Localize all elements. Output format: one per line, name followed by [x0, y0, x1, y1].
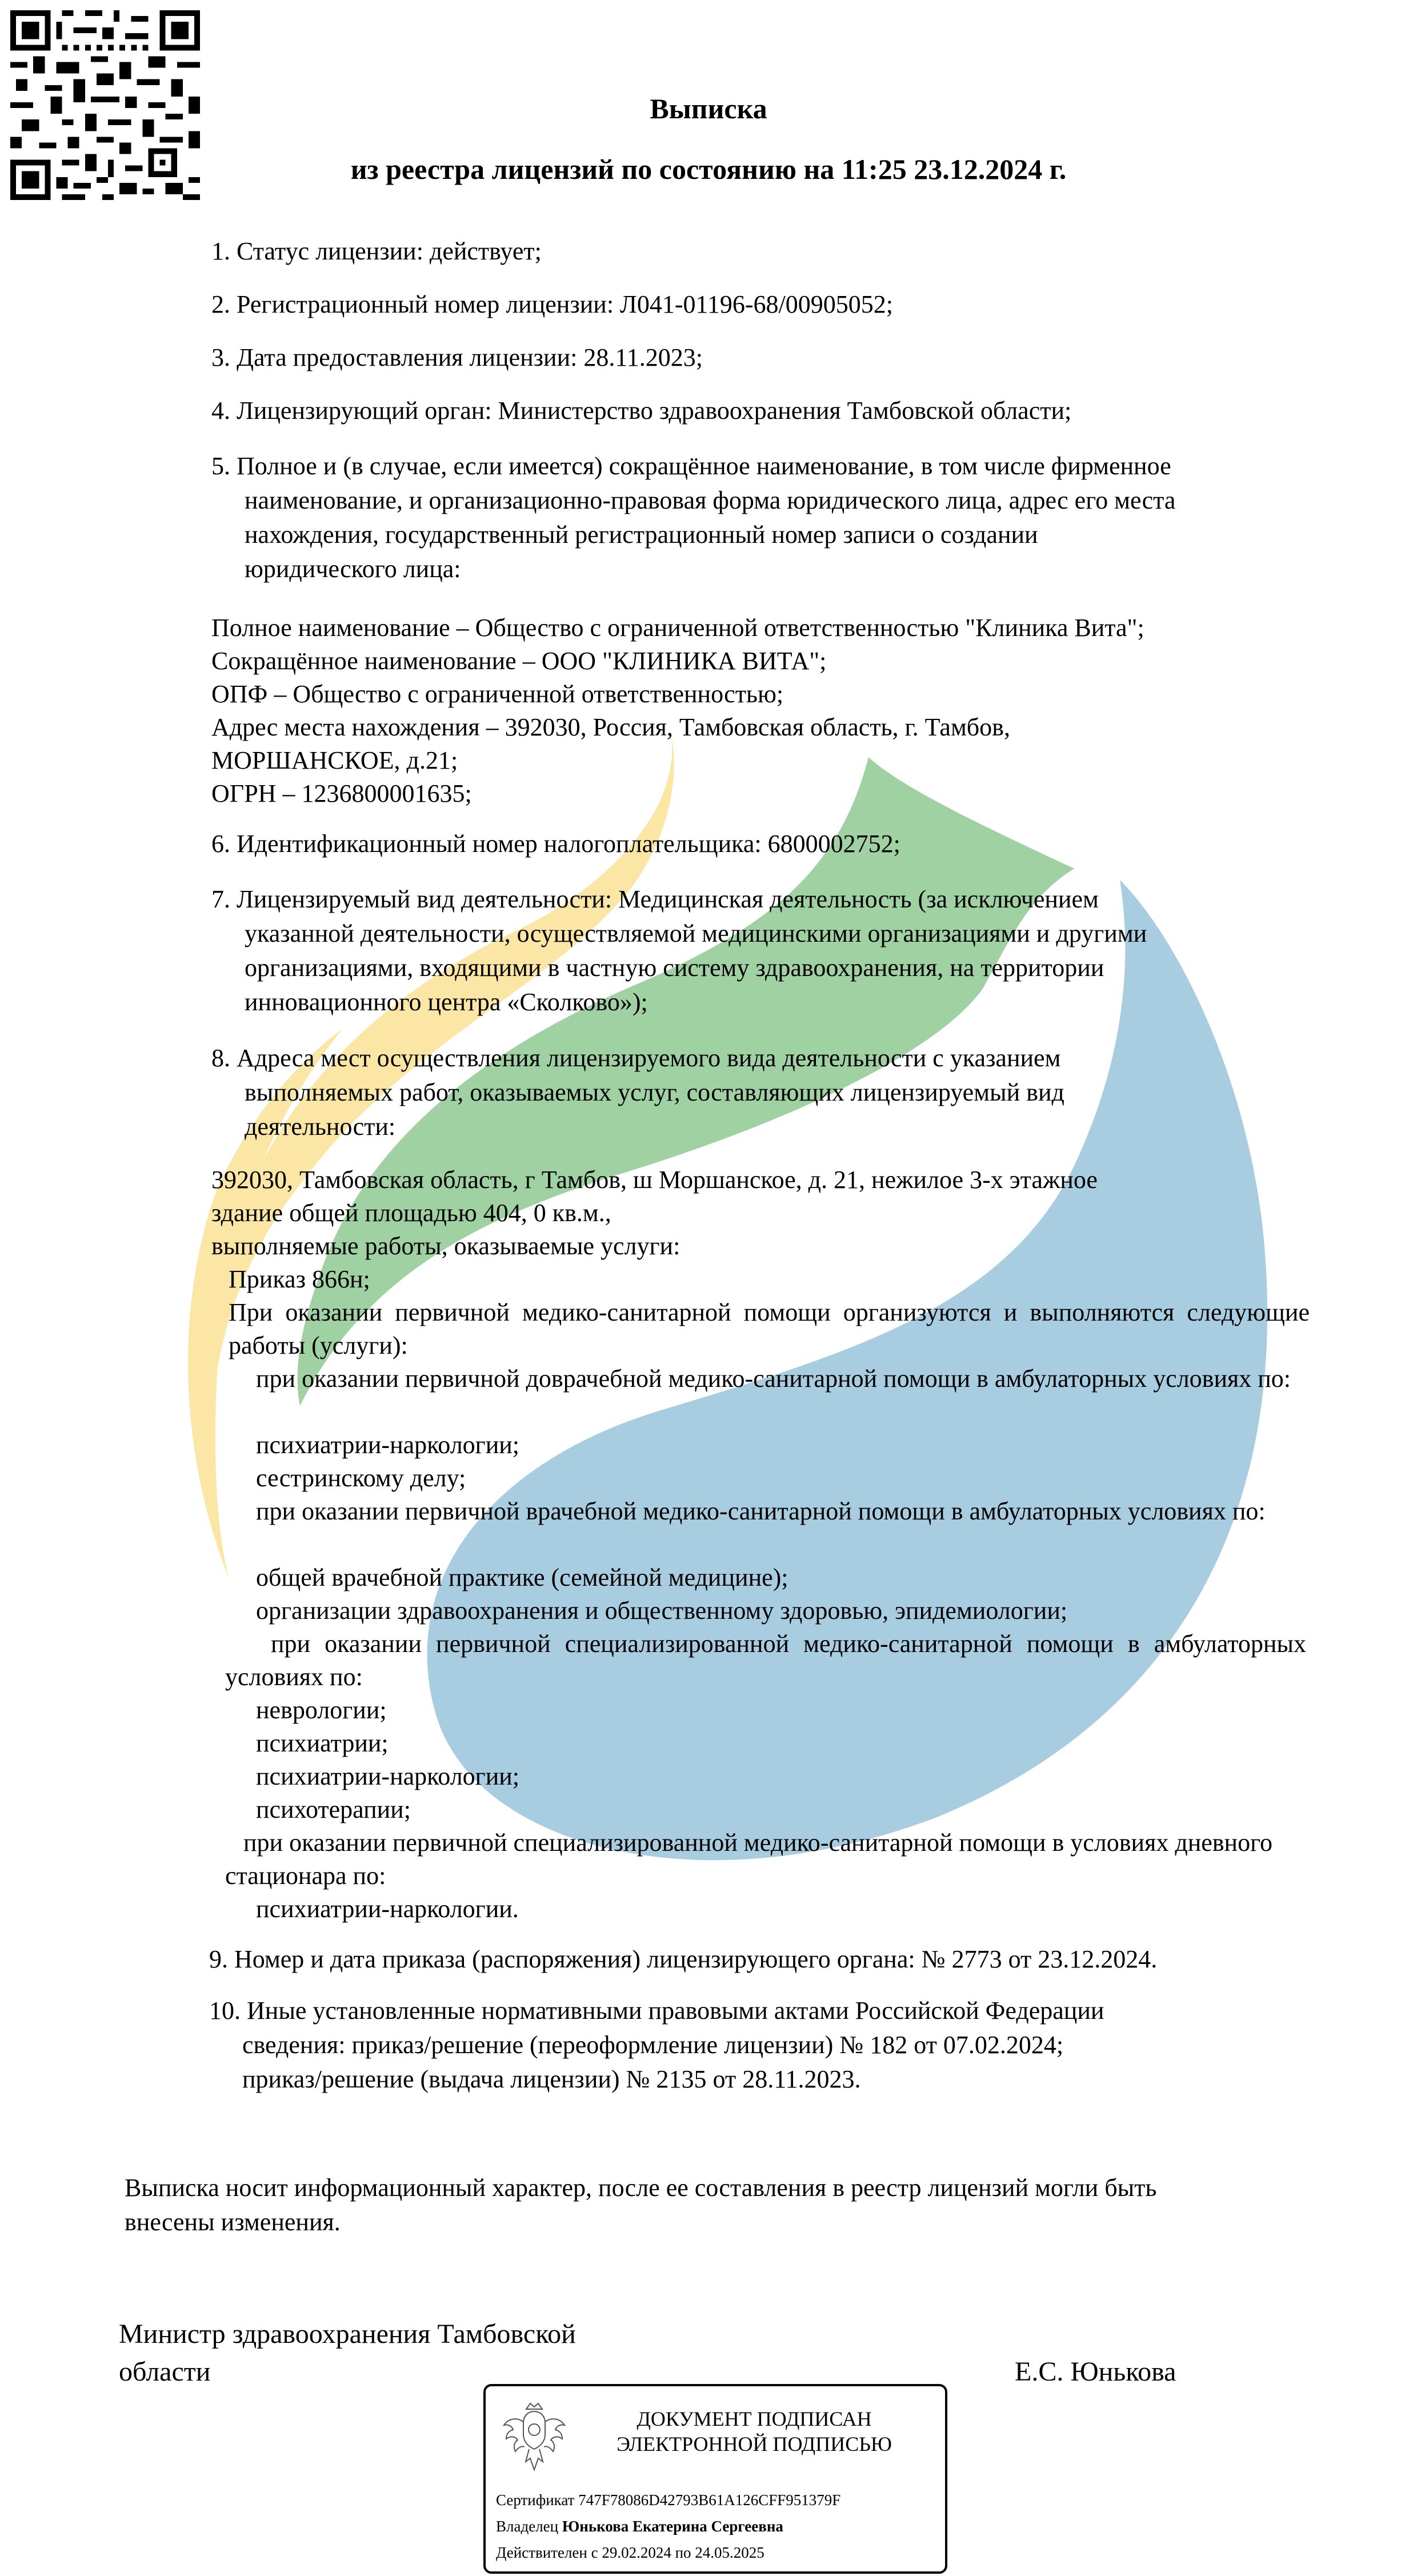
doctor-care: при оказании первичной врачебной медико-санитарной помощи в амбулаторных условиях по: [256, 1497, 1266, 1525]
license-status: 1. Статус лицензии: действует; [211, 237, 542, 265]
electronic-signature-stamp [483, 2384, 947, 2574]
owner-value: Юнькова Екатерина Сергеевна [562, 2518, 783, 2535]
item-8-line-3: деятельности: [245, 1113, 396, 1141]
notice-line-1: Выписка носит информационный характер, после ее составления в реестр лицензий могли быть [125, 2174, 1157, 2202]
day-hospital-care: при оказании первичной специализированной медико-санитарной помощи в условиях дневного стационара по: [225, 1829, 1273, 1890]
service-item: сестринскому делу; [256, 1464, 466, 1492]
service-item: психиатрии-наркологии; [256, 1431, 520, 1459]
document-subtitle: из реестра лицензий по состоянию на 11:25 23.12.2024 г. [350, 153, 1067, 185]
org-address-line-2: МОРШАНСКОЕ, д.21; [211, 746, 458, 774]
validity-label: Действителен [496, 2544, 587, 2561]
certificate-label: Сертификат [496, 2491, 575, 2509]
item-5-line-3: нахождения, государственный регистрационный номер записи о создании [245, 521, 1038, 549]
service-item: организации здравоохранения и общественному здоровью, эпидемиологии; [256, 1597, 1068, 1625]
service-item: неврологии; [256, 1696, 387, 1724]
notice-line-2: внесены изменения. [125, 2208, 341, 2236]
item-7-line-3: организациями, входящими в частную систему здравоохранения, на территории [245, 954, 1104, 982]
stamp-title-line-2: ЭЛЕКТРОННОЙ ПОДПИСЬЮ [617, 2433, 892, 2455]
signatory-position-line-1: Министр здравоохранения Тамбовской [119, 2319, 576, 2349]
service-item: психиатрии; [256, 1729, 389, 1757]
services-heading: выполняемые работы, оказываемые услуги: [211, 1232, 681, 1260]
item-7-line-1: 7. Лицензируемый вид деятельности: Медицинская деятельность (за исключением [211, 885, 1099, 913]
stamp-title-line-1: ДОКУМЕНТ ПОДПИСАН [637, 2407, 872, 2430]
activity-address-line-2: здание общей площадью 404, 0 кв.м., [211, 1199, 611, 1227]
validity-value: с 29.02.2024 по 24.05.2025 [591, 2544, 764, 2561]
item-7-line-2: указанной деятельности, осуществляемой медицинскими организациями и другими [245, 919, 1147, 947]
specialized-care: при оказании первичной специализированной медико-санитарной помощи в амбулаторных условиях по: [225, 1630, 1306, 1691]
item-8-line-1: 8. Адреса мест осуществления лицензируемого вида деятельности с указанием [211, 1044, 1061, 1072]
service-item: общей врачебной практике (семейной медицине); [256, 1563, 788, 1591]
item-8-line-2: выполняемых работ, оказываемых услуг, составляющих лицензируемый вид [245, 1078, 1064, 1106]
order-number-date: 9. Номер и дата приказа (распоряжения) лицензирующего органа: № 2773 от 23.12.2024. [209, 1945, 1158, 1973]
org-full-name: Полное наименование – Общество с ограниченной ответственностью "Клиника Вита"; [211, 614, 1144, 642]
item-5-line-4: юридического лица: [245, 555, 461, 583]
order-866n: Приказ 866н; [229, 1265, 370, 1293]
item-10-line-1: 10. Иные установленные нормативными правовыми актами Российской Федерации [209, 1997, 1104, 2025]
item-5-line-1: 5. Полное и (в случае, если имеется) сокращённое наименование, в том числе фирменное [211, 452, 1171, 480]
item-10-line-2: сведения: приказ/решение (переоформление лицензии) № 182 от 07.02.2024; [242, 2031, 1064, 2059]
services-intro: При оказании первичной медико-санитарной помощи организуются и выполняются следующие работы (услуги): [229, 1298, 1310, 1359]
inn-number: 6. Идентификационный номер налогоплательщика: 6800002752; [211, 830, 900, 858]
validity-row [496, 2543, 764, 2562]
activity-address-line-1: 392030, Тамбовская область, г Тамбов, ш Моршанское, д. 21, нежилое 3-х этажное [211, 1166, 1098, 1194]
org-ogrn: ОГРН – 1236800001635; [211, 779, 472, 807]
signatory-position-line-2: области [119, 2357, 211, 2387]
licensing-authority: 4. Лицензирующий орган: Министерство здравоохранения Тамбовской области; [211, 397, 1072, 425]
item-7-line-4: инновационного центра «Сколково»); [245, 988, 648, 1016]
document-title: Выписка [650, 93, 767, 125]
license-number: 2. Регистрационный номер лицензии: Л041-01196-68/00905052; [211, 290, 894, 318]
license-date: 3. Дата предоставления лицензии: 28.11.2023; [211, 343, 703, 371]
certificate-row [496, 2490, 840, 2510]
org-short-name: Сокращённое наименование – ООО "КЛИНИКА ВИТА"; [211, 647, 827, 675]
org-legal-form: ОПФ – Общество с ограниченной ответственностью; [211, 680, 784, 708]
coat-of-arms-icon [501, 2399, 568, 2474]
service-item: психиатрии-наркологии; [256, 1762, 520, 1790]
service-item: психотерапии; [256, 1795, 411, 1823]
service-item: психиатрии-наркологии. [256, 1895, 519, 1923]
certificate-value: 747F78086D42793B61A126CFF951379F [578, 2491, 841, 2509]
owner-label: Владелец [496, 2518, 559, 2535]
pre-doctor-care: при оказании первичной доврачебной медико-санитарной помощи в амбулаторных условиях по: [256, 1365, 1291, 1393]
item-5-line-2: наименование, и организационно-правовая форма юридического лица, адрес его места [245, 486, 1176, 514]
signatory-name: Е.С. Юнькова [1015, 2357, 1176, 2387]
org-address-line-1: Адрес места нахождения – 392030, Россия, Тамбовская область, г. Тамбов, [211, 713, 1010, 741]
owner-row [496, 2517, 783, 2536]
item-10-line-3: приказ/решение (выдача лицензии) № 2135 от 28.11.2023. [242, 2065, 861, 2093]
